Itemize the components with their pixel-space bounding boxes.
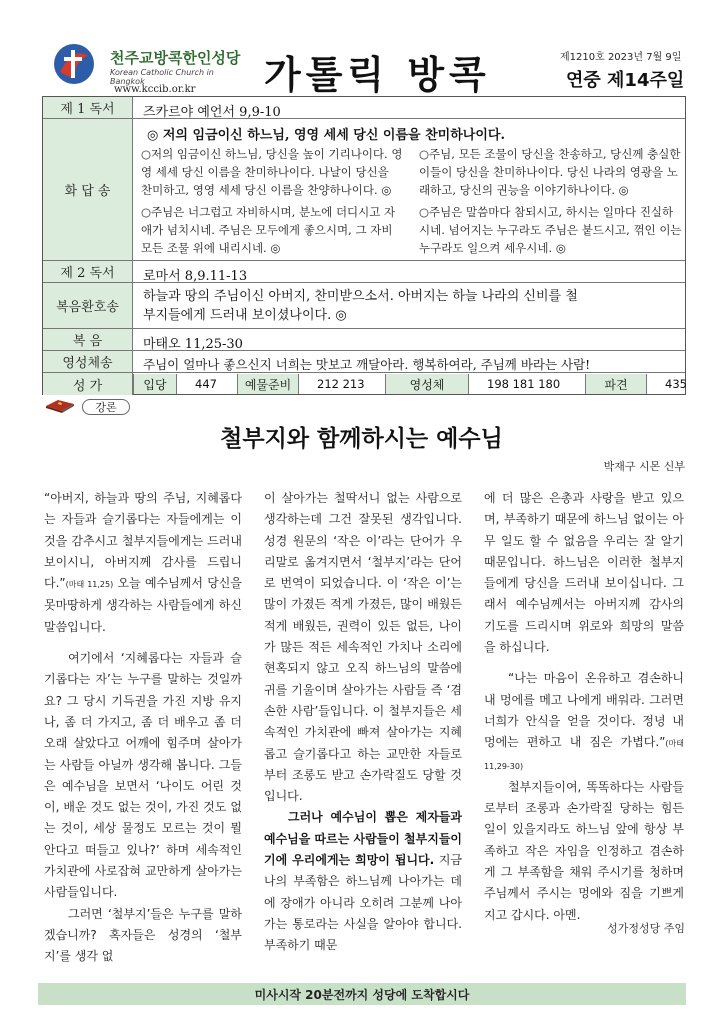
hymn-communion: 198 181 180 [487,377,561,391]
church-name: 천주교방콕한인성당 [110,49,241,67]
sermon-quote: “나는 마음이 온유하고 겸손하니 내 멍에를 메고 나에게 배워라. 그러면 너희가 안식을 얻을 것이다. 정녕 내 멍에는 편하고 내 짐은 가볍다.”(마태 11,29-30) [484,671,684,771]
first-reading: 즈카르야 예언서 9,9-10 [143,105,281,120]
psalm-verse: ○주님은 말씀마다 참되시고, 하시는 일마다 진실하시네. 넘어지는 누구라도 주님은 붙드시고, 꺾인 이는 누구라도 일으켜 세우시네. ◎ [419,205,682,255]
sermon-signature: 성가정성당 주임 [607,922,685,935]
sermon-author: 박재구 시몬 신부 [603,460,685,473]
hymns-row [43,373,685,395]
readings-table [42,96,686,395]
sermon-column-1 [44,488,242,968]
church-logo-block [48,40,248,102]
second-reading: 로마서 8,9.11-13 [143,269,248,284]
second-reading-row [43,261,685,283]
bible-reference: (마태 11,29-30) [484,739,684,771]
gospel-row [43,329,685,351]
row-label: 제 2 독서 [43,261,133,282]
sermon-paragraph: “아버지, 하늘과 땅의 주님, 지혜롭다는 자들과 슬기롭다는 자들에게는 이것을 감추시고 철부지들에게는 드러내 보이시니, 아버지께 감사를 드립니다.”(마태 11,25) 오늘 예수님께서 당신을 못마땅하게 생각하는 사람들에게 하신 말씀입니다. [44,491,242,634]
alleluia-row [43,283,685,329]
issue-info: 제1210호 2023년 7월 9일 [560,52,682,63]
sermon-paragraph: 그러나 예수님이 뽑은 제자들과 예수님을 따르는 사람들이 철부지들이기에 우리에게는 희망이 됩니다. 지금 나의 부족함은 하느님께 나아가는 데에 장애가 아니라 오히려 그분께 나아가는 통로라는 사실을 알아야 합니다. 부족하기 때문 [264,810,463,953]
psalm-verse: ○저의 임금이신 하느님, 당신을 높이 기리나이다. 영영 세세 당신 이름을 찬미하나이다. 나날이 당신을 찬미하고, 영영 세세 당신 이름을 찬양하나이다. ◎ [141,147,403,197]
responsorial-psalm [133,119,685,260]
first-reading-row [43,97,685,119]
sermon-emphasis: 그러나 예수님이 뽑은 제자들과 예수님을 따르는 사람들이 철부지들이기에 우리에게는 희망이 됩니다. [264,810,463,868]
hymn-entrance: 447 [195,377,217,391]
hymn-label-entrance: 입당 [133,374,177,394]
sermon-title: 철부지와 함께하시는 예수님 [220,426,503,452]
row-label: 복음환호송 [43,283,133,328]
hymn-label-offertory: 예물준비 [237,374,299,394]
psalm-refrain: ◎ 저의 임금이신 하느님, 영영 세세 당신 이름을 찬미하나이다. [147,128,505,143]
gospel-acclamation: 하늘과 땅의 주님이신 아버지, 찬미받으소서. 아버지는 하늘 나라의 신비를 철부지들에게 드러내 보이셨나이다. ◎ [143,289,578,323]
sermon-paragraph: 이 살아가는 철딱서니 없는 사람으로 생각하는데 그건 잘못된 생각입니다. 성경 원문의 ‘작은 이’라는 단어가 우리말로 옮겨지면서 ‘철부지’라는 단어로 번역이 되었습니다. 이 ‘작은 이’는 많이 가졌든 적게 가졌든, 많이 배웠든 적게 배웠든, 권력이 있든 없든, 나이가 많든 적든 세속적인 가치나 소리에 현혹되지 않고 오직 하느님의 말씀에 귀를 기울이며 살아가는 사람들 즉 ‘겸손한 사람’들입니다. 이 철부지들은 세속적인 가치관에 빠져 살아가는 지혜롭고 슬기롭다고 하는 교만한 자들로부터 조롱도 받고 손가락질도 당할 것입니다. [264,491,462,804]
bible-icon [44,398,76,414]
sermon-column-3 [484,488,684,926]
sermon-paragraph: 여기에서 ‘지혜롭다는 자들과 슬기롭다는 자’는 누구를 말하는 것일까요? 그 당시 기득권을 가진 지방 유지나, 좀 더 가지고, 좀 더 배우고 좀 더 오래 살았다고 어깨에 힘주며 살아가는 사람들 아닐까 생각해 봅니다. 그들은 예수님을 보면서 ‘나이도 어린 것이, 배운 것도 없는 것이, 가진 것도 없는 것이, 세상 물정도 모르는 것이 뭘 안다고 떠들고 있나?’ 하며 세속적인 가치관에 사로잡혀 교만하게 살아가는 사람들입니다. [44,651,242,900]
psalm-verse: ○주님은 너그럽고 자비하시며, 분노에 더디시고 자애가 넘치시네. 주님은 모두에게 좋으시며, 그 자비 모든 조물 위에 내리시네. ◎ [141,205,396,255]
sermon-paragraph: 철부지들이여, 똑똑하다는 사람들로부터 조롱과 손가락질 당하는 힘든 일이 있을지라도 하느님 앞에 항상 부족하고 작은 자임을 인정하고 겸손하게 그 부족함을 채워 주시기를 청하며 주님께서 주시는 멍에와 짐을 기쁘게 지고 갑시다. 아멘. [484,779,684,922]
liturgy-week: 연중 제14주일 [566,70,685,91]
sermon-tag-label: 강론 [82,399,130,415]
row-label: 복 음 [43,329,133,350]
row-label: 화 답 송 [43,119,133,260]
hymn-offertory: 212 213 [317,377,365,391]
church-logo-icon [52,42,96,86]
row-label: 영성체송 [43,351,133,372]
sermon-section-tag [44,398,134,416]
hymn-numbers [133,373,685,395]
church-name-english: Korean Catholic Church in Bangkok [110,68,214,86]
sermon-paragraph: 에 더 많은 은총과 사랑을 받고 있으며, 부족하기 때문에 하느님 없이는 아무 일도 할 수 없음을 우리는 잘 알기 때문입니다. 하느님은 이러한 철부지들에게 당신을 드러내 보이십니다. 그래서 예수님께서는 아버지께 감사의 기도를 드리시며 위로와 희망의 말씀을 하십니다. [484,491,684,655]
newsletter-title: 가톨릭 방콕 [264,53,491,97]
hymn-label-communion: 영성체 [385,374,469,394]
sermon-column-2 [264,488,462,957]
row-label: 제 1 독서 [43,97,133,118]
church-website[interactable]: www.kccib.or.kr [114,84,196,95]
footer-notice: 미사시작 20분전까지 성당에 도착합시다 [38,983,686,1005]
row-label: 성 가 [43,373,133,395]
psalm-verse: ○주님, 모든 조물이 당신을 찬송하고, 당신께 충실한 이들이 당신을 찬미하나이다. 당신 나라의 영광을 노래하고, 당신의 권능을 이야기하나이다. ◎ [419,147,681,197]
communion-antiphon: 주님이 얼마나 좋으신지 너희는 맛보고 깨달아라. 행복하여라, 주님께 바라는 사람! [143,357,591,372]
sermon-paragraph: 그러면 ‘철부지’들은 누구를 말하겠습니까? 혹자들은 성경의 ‘철부지’를 생각 없 [44,906,242,964]
gospel: 마태오 11,25-30 [143,337,243,352]
hymn-label-recessional: 파견 [585,374,647,394]
hymn-recessional: 435 [665,377,687,391]
psalm-row [43,119,685,261]
bible-reference: (마태 11,25) [65,580,114,590]
communion-row [43,351,685,373]
